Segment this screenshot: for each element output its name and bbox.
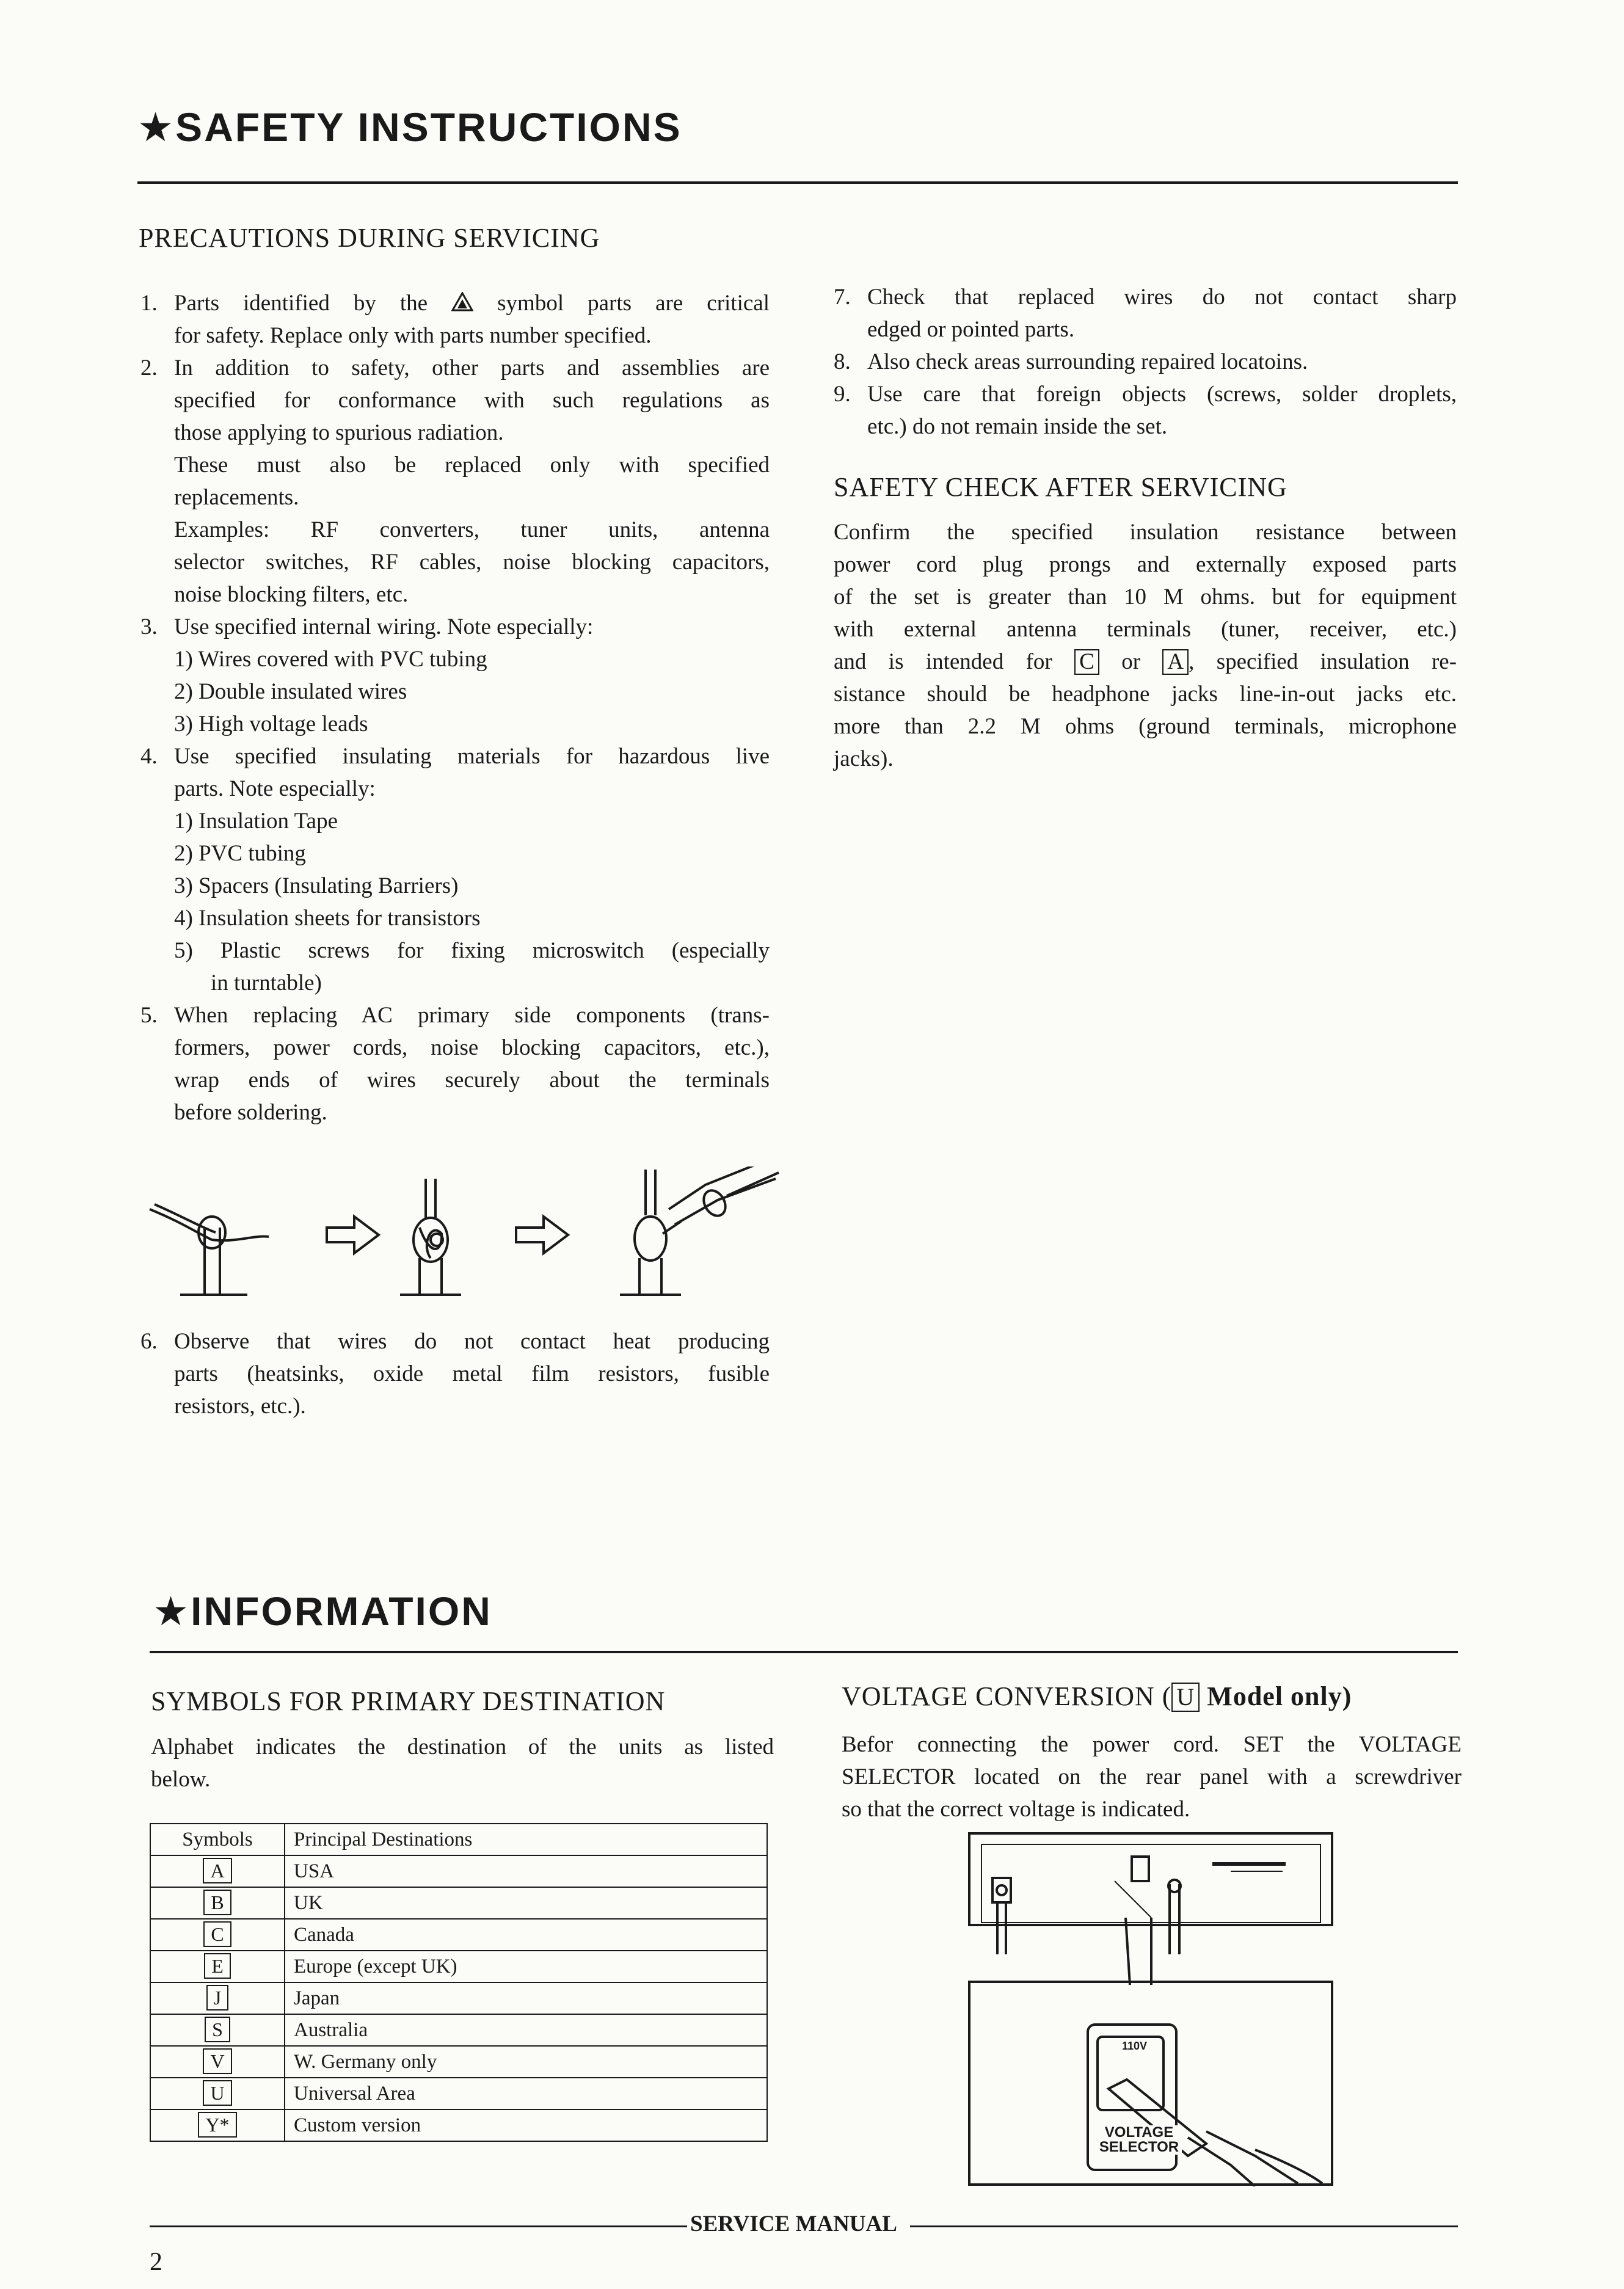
voltage-selector-label: VOLTAGE SELECTOR xyxy=(1096,2125,1182,2155)
precaution-item-3: 3. Use specified internal wiring. Note especially: 1) Wires covered with PVC tubing 2) Double insulated wires 3) High voltage leads xyxy=(140,614,594,737)
precaution-item-9: 9. Use care that foreign objects (screws, solder droplets, etc.) do not remain inside the set. xyxy=(834,382,1457,439)
table-row: J Japan xyxy=(150,1982,767,2014)
table-row: U Universal Area xyxy=(150,2078,767,2109)
precaution-item-7: 7. Check that replaced wires do not contact sharp edged or pointed parts. xyxy=(834,285,1457,342)
footer-rule-right xyxy=(910,2225,1458,2227)
symbol-box-a: A xyxy=(1162,649,1189,675)
precaution-item-2: 2. In addition to safety, other parts and assemblies are specified for conformance with such regulations as those applying to spurious radiation. These must also be replaced only with specified replacements. Examples: RF converters, tuner units, antenna selector switches, RF cables, noise blocking capacitors, noise blocking filters, etc. xyxy=(140,355,770,607)
info-title-rule xyxy=(150,1651,1458,1653)
precautions-heading: PRECAUTIONS DURING SERVICING xyxy=(139,223,600,253)
table-header-row xyxy=(150,1824,767,1855)
precautions-right-column xyxy=(834,281,1457,443)
footer-rule-left xyxy=(150,2225,687,2227)
table-header-destinations: Principal Destinations xyxy=(285,1824,767,1855)
footer-label: SERVICE MANUAL xyxy=(690,2211,897,2236)
table-row: S Australia xyxy=(150,2014,767,2046)
safety-check-text: Confirm the specified insulation resistance between power cord plug prongs and externally exposed parts of the set is greater than 10 M ohms. but for equipment with external antenna terminals (tuner, receiver, etc.) and is intended for C or A , specified insulation re- sistance should be headphone jacks line-in-out jacks etc. more than 2.2 M ohms (ground terminals, microphone jacks). xyxy=(834,520,1457,771)
precaution-item-6: 6. Observe that wires do not contact heat producing parts (heatsinks, oxide metal film resistors, fusible resistors, etc.). xyxy=(140,1329,770,1419)
table-row: B UK xyxy=(150,1887,767,1919)
table-row: C Canada xyxy=(150,1919,767,1951)
precaution-item-1: 1. Parts identified by the symbol parts are critical for safety. Replace only with parts number specified. xyxy=(140,291,770,348)
symbol-box-u: U xyxy=(1171,1683,1200,1712)
symbols-heading: SYMBOLS FOR PRIMARY DESTINATION xyxy=(151,1686,666,1716)
table-row: A USA xyxy=(150,1855,767,1887)
table-row: E Europe (except UK) xyxy=(150,1951,767,1982)
safety-check-heading: SAFETY CHECK AFTER SERVICING xyxy=(834,472,1287,502)
symbols-intro: Alphabet indicates the destination of the units as listed below. xyxy=(151,1734,774,1792)
safety-title-rule xyxy=(137,181,1458,184)
precaution-item-6-block xyxy=(140,1325,770,1422)
symbols-table xyxy=(150,1823,768,2142)
info-title: ★INFORMATION xyxy=(153,1588,492,1634)
warning-triangle-icon xyxy=(451,292,473,311)
safety-title: ★SAFETY INSTRUCTIONS xyxy=(137,104,682,150)
wire-wrapping-illustration xyxy=(144,1166,791,1307)
precaution-item-5: 5. When replacing AC primary side components (trans- formers, power cords, noise blocking capacitors, etc.), wrap ends of wires securely about the terminals before soldering. xyxy=(140,1003,770,1125)
table-row: V W. Germany only xyxy=(150,2046,767,2078)
voltage-text: Befor connecting the power cord. SET the VOLTAGE SELECTOR located on the rear panel with a screwdriver so that the correct voltage is indicated. xyxy=(842,1732,1462,1822)
page-number: 2 xyxy=(150,2248,162,2276)
symbol-box-c: C xyxy=(1074,649,1099,675)
voltage-heading: VOLTAGE CONVERSION ( U Model only) xyxy=(842,1681,1352,1711)
selector-110v-label: 110V xyxy=(1122,2040,1148,2052)
precautions-left-column xyxy=(140,287,770,1129)
precaution-item-4: 4. Use specified insulating materials for hazardous live parts. Note especially: 1) Insulation Tape 2) PVC tubing 3) Spacers (Insulating Barriers) 4) Insulation sheets for transistors 5) Plastic screws for fixing microswitch (especially in turntable) xyxy=(140,744,770,995)
table-header-symbols: Symbols xyxy=(150,1824,285,1855)
precaution-item-8: 8. Also check areas surrounding repaired locatoins. xyxy=(834,349,1308,374)
table-row: Y* Custom version xyxy=(150,2109,767,2141)
